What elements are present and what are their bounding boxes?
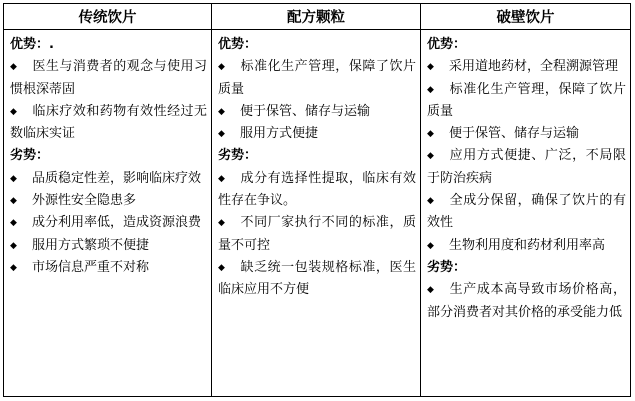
- advantages-item: [218, 56, 416, 101]
- disadvantages-label: 劣势：: [218, 148, 258, 164]
- diamond-bullet-icon: ◆: [10, 196, 17, 207]
- disadvantages-item: [10, 235, 207, 257]
- disadvantages-item: [218, 212, 416, 257]
- diamond-bullet-icon: ◆: [218, 129, 225, 140]
- disadvantages-item: [10, 212, 207, 234]
- disadvantages-item: [218, 168, 416, 213]
- diamond-bullet-icon: ◆: [218, 62, 225, 73]
- column-broken-wall: [421, 30, 630, 396]
- advantages-item: [427, 190, 626, 235]
- table-header-row: [4, 4, 630, 30]
- diamond-bullet-icon: ◆: [10, 106, 17, 117]
- diamond-bullet-icon: ◆: [427, 62, 434, 73]
- disadvantages-item: [427, 279, 626, 324]
- diamond-bullet-icon: ◆: [218, 218, 225, 229]
- header-granules: 配方颗粒: [212, 4, 421, 29]
- header-traditional: 传统饮片: [4, 4, 212, 29]
- advantages-label: 优势：: [427, 37, 467, 52]
- column-traditional: [4, 30, 212, 396]
- advantages-label: 优势：.: [10, 37, 54, 52]
- advantages-item-text: 临床疗效和药物有效性经过无数临床实证: [10, 103, 207, 142]
- disadvantages-item-text: 外源性安全隐患多: [32, 193, 137, 209]
- disadvantages-item: [10, 190, 207, 212]
- header-broken-wall: 破壁饮片: [496, 10, 555, 26]
- disadvantages-item-text: 服用方式繁琐不便捷: [32, 237, 150, 253]
- disadvantages-item-text: 缺乏统一包装规格标准，医生临床应用不方便: [218, 259, 416, 298]
- advantages-item-text: 生物利用度和药材利用率高: [449, 237, 606, 253]
- advantages-item-text: 服用方式便捷: [240, 126, 319, 142]
- advantages-item: [218, 123, 416, 145]
- diamond-bullet-icon: ◆: [427, 84, 434, 95]
- disadvantages-item: [10, 168, 207, 190]
- advantages-item-text: 医生与消费者的观念与使用习惯根深蒂固: [10, 59, 207, 97]
- table-body-row: [4, 30, 630, 396]
- advantages-item-text: 标准化生产管理，保障了饮片质量: [218, 59, 416, 97]
- advantages-item: [427, 56, 626, 78]
- advantages-label: 优势：: [218, 37, 258, 52]
- advantages-item-text: 应用方式便捷、广泛，不局限于防治疾病: [427, 148, 626, 186]
- diamond-bullet-icon: ◆: [427, 129, 434, 140]
- advantages-item: [427, 123, 626, 145]
- disadvantages-item-text: 品质稳定性差，影响临床疗效: [32, 170, 202, 186]
- advantages-item-text: 全成分保留，确保了饮片的有效性: [427, 193, 626, 231]
- diamond-bullet-icon: ◆: [10, 262, 17, 273]
- diamond-bullet-icon: ◆: [427, 285, 434, 296]
- disadvantages-item-text: 成分利用率低，造成资源浪费: [32, 215, 202, 231]
- disadvantages-item-text: 生产成本高导致市场价格高，部分消费者对其价格的承受能力低: [427, 282, 626, 320]
- advantages-item: [427, 145, 626, 190]
- disadvantages-item-text: 市场信息严重不对称: [32, 259, 150, 275]
- comparison-table: [3, 3, 631, 397]
- disadvantages-item-text: 不同厂家执行不同的标准，质量不可控: [218, 215, 416, 253]
- diamond-bullet-icon: ◆: [427, 196, 434, 207]
- disadvantages-item: [10, 257, 207, 279]
- diamond-bullet-icon: ◆: [10, 173, 17, 184]
- advantages-item-text: 便于保管、储存与运输: [449, 126, 580, 142]
- advantages-item: [10, 101, 207, 146]
- disadvantages-label: 劣势：: [10, 148, 50, 164]
- diamond-bullet-icon: ◆: [427, 240, 434, 251]
- disadvantages-label: 劣势：: [427, 259, 467, 275]
- advantages-item-text: 便于保管、储存与运输: [240, 103, 371, 119]
- advantages-item: [10, 56, 207, 101]
- disadvantages-item: [218, 257, 416, 302]
- advantages-item-text: 标准化生产管理，保障了饮片质量: [427, 81, 626, 119]
- column-granules: [212, 30, 421, 396]
- advantages-item: [427, 235, 626, 257]
- diamond-bullet-icon: ◆: [10, 218, 17, 229]
- advantages-item: [427, 79, 626, 124]
- diamond-bullet-icon: ◆: [218, 262, 225, 273]
- diamond-bullet-icon: ◆: [427, 151, 434, 162]
- advantages-item: [218, 101, 416, 123]
- diamond-bullet-icon: ◆: [218, 106, 225, 117]
- diamond-bullet-icon: ◆: [10, 240, 17, 251]
- diamond-bullet-icon: ◆: [218, 173, 225, 184]
- advantages-item-text: 采用道地药材，全程溯源管理: [449, 59, 619, 75]
- diamond-bullet-icon: ◆: [10, 62, 17, 73]
- disadvantages-item-text: 成分有选择性提取，临床有效性存在争议。: [218, 170, 416, 209]
